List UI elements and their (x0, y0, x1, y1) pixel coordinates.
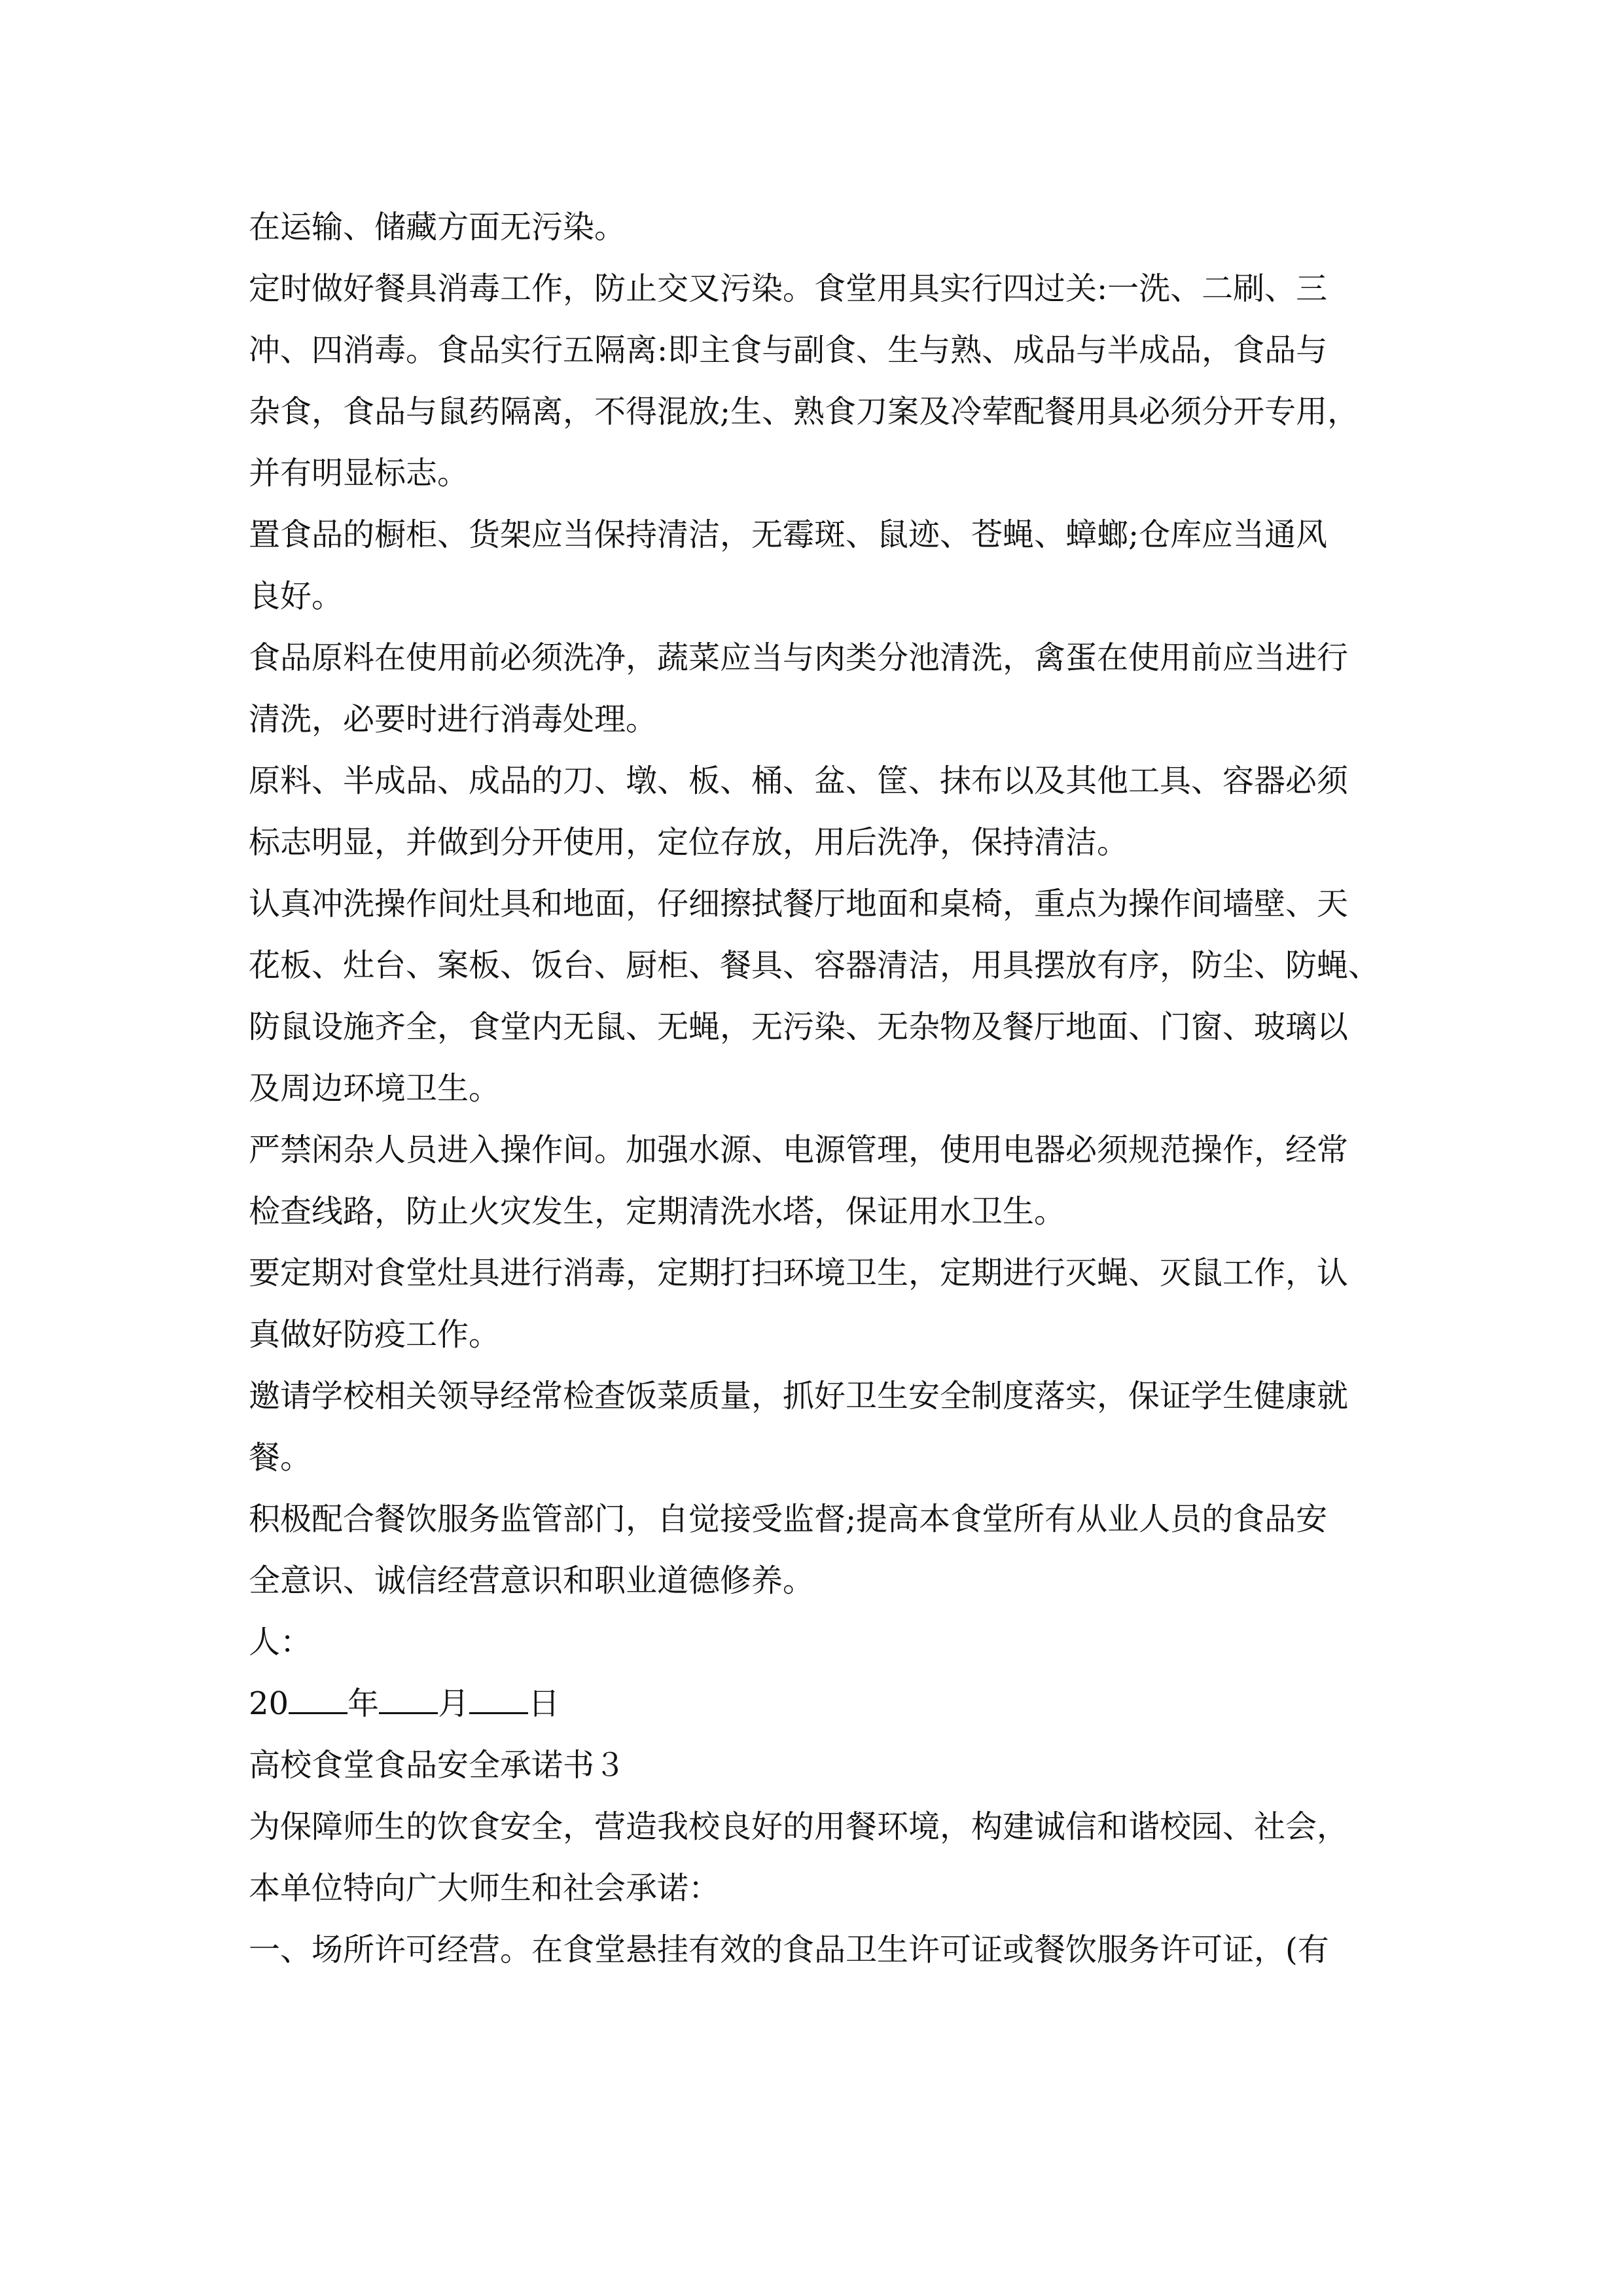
text-line: 严禁闲杂人员进入操作间。加强水源、电源管理，使用电器必须规范操作，经常 (249, 1132, 1349, 1168)
text-line: 餐。 (249, 1439, 312, 1476)
text-line: 原料、半成品、成品的刀、墩、板、桶、盆、筐、抹布以及其他工具、容器必须 (249, 762, 1349, 799)
text-line: 真做好防疫工作。 (249, 1316, 501, 1353)
text-line: 为保障师生的饮食安全，营造我校良好的用餐环境，构建诚信和谐校园、社会， (249, 1808, 1349, 1845)
text-line: 防鼠设施齐全，食堂内无鼠、无蝇，无污染、无杂物及餐厅地面、门窗、玻璃以 (249, 1009, 1349, 1045)
day-label: 日 (528, 1685, 560, 1722)
date-prefix: 20 (249, 1685, 289, 1722)
day-blank (469, 1683, 528, 1714)
year-label: 年 (348, 1685, 380, 1722)
text-line: 定时做好餐具消毒工作，防止交叉污染。食堂用具实行四过关:一洗、二刷、三 (249, 270, 1328, 307)
text-line: 本单位特向广大师生和社会承诺： (249, 1870, 721, 1907)
text-line: 食品原料在使用前必须洗净，蔬菜应当与肉类分池清洗，禽蛋在使用前应当进行 (249, 639, 1349, 676)
document-body (249, 196, 1427, 1981)
text-line: 要定期对食堂灶具进行消毒，定期打扫环境卫生，定期进行灭蝇、灭鼠工作，认 (249, 1255, 1349, 1291)
signature-label: 人： (249, 1624, 312, 1660)
text-line: 在运输、储藏方面无污染。 (249, 209, 626, 245)
text-line: 置食品的橱柜、货架应当保持清洁，无霉斑、鼠迹、苍蝇、蟑螂;仓库应当通风 (249, 516, 1328, 553)
text-line: 认真冲洗操作间灶具和地面，仔细擦拭餐厅地面和桌椅，重点为操作间墙壁、天 (249, 886, 1349, 922)
text-line: 冲、四消毒。食品实行五隔离:即主食与副食、生与熟、成品与半成品，食品与 (249, 332, 1328, 368)
text-line: 并有明显标志。 (249, 455, 469, 492)
text-line: 积极配合餐饮服务监管部门，自觉接受监督;提高本食堂所有从业人员的食品安 (249, 1501, 1328, 1537)
date-line (249, 1673, 1427, 1734)
text-line: 及周边环境卫生。 (249, 1070, 501, 1107)
text-line: 标志明显，并做到分开使用，定位存放，用后洗净，保持清洁。 (249, 824, 1129, 861)
text-line: 清洗，必要时进行消毒处理。 (249, 701, 658, 738)
year-blank (289, 1683, 348, 1714)
month-blank (379, 1683, 438, 1714)
section-title: 高校食堂食品安全承诺书３ (249, 1747, 626, 1784)
text-line: 杂食，食品与鼠药隔离，不得混放;生、熟食刀案及冷荤配餐用具必须分开专用， (249, 393, 1359, 430)
text-line: 一、场所许可经营。在食堂悬挂有效的食品卫生许可证或餐饮服务许可证，(有 (249, 1931, 1329, 1968)
text-line: 良好。 (249, 578, 344, 615)
month-label: 月 (438, 1685, 470, 1722)
text-line: 全意识、诚信经营意识和职业道德修养。 (249, 1562, 815, 1599)
text-line: 检查线路，防止火灾发生，定期清洗水塔，保证用水卫生。 (249, 1193, 1066, 1230)
text-line: 邀请学校相关领导经常检查饭菜质量，抓好卫生安全制度落实，保证学生健康就 (249, 1378, 1349, 1414)
text-line: 花板、灶台、案板、饭台、厨柜、餐具、容器清洁，用具摆放有序，防尘、防蝇、 (249, 947, 1380, 984)
